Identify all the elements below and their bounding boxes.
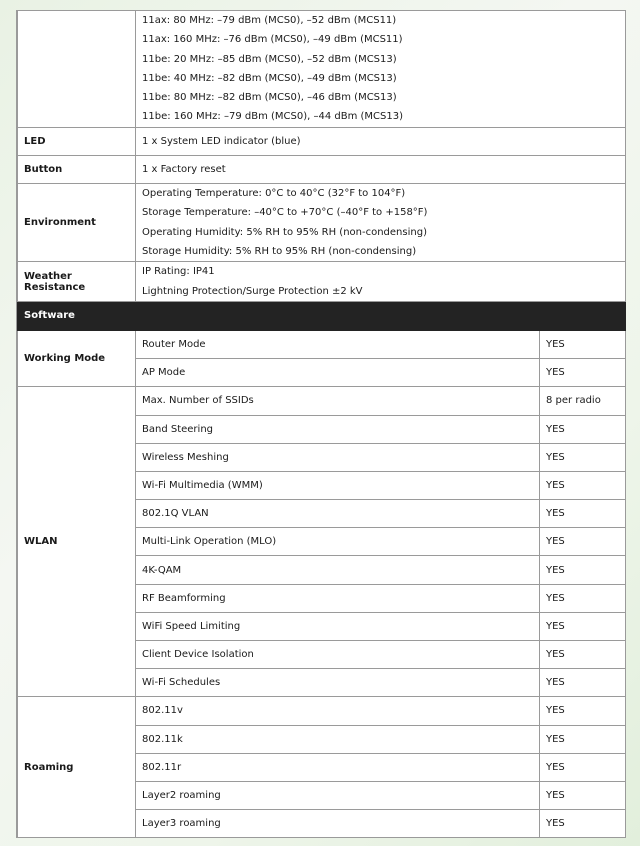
- row-label-button: Button: [18, 155, 136, 183]
- list-item: 11ax: 80 MHz: –79 dBm (MCS0), –52 dBm (MCS11): [142, 15, 397, 26]
- feature-cell: Band Steering: [136, 415, 540, 443]
- value-cell: YES: [540, 359, 626, 387]
- list-item: 11be: 80 MHz: –82 dBm (MCS0), –46 dBm (MCS13): [142, 92, 397, 104]
- value-cell: YES: [540, 528, 626, 556]
- table-row-button: [18, 155, 626, 183]
- feature-cell: AP Mode: [136, 359, 540, 387]
- sensitivity-list: [136, 11, 625, 127]
- value-cell: YES: [540, 810, 626, 838]
- feature-cell: Wi-Fi Multimedia (WMM): [136, 471, 540, 499]
- value-cell: YES: [540, 415, 626, 443]
- value-cell: YES: [540, 500, 626, 528]
- table-row: [18, 330, 626, 358]
- table-row: [18, 387, 626, 415]
- list-item: IP Rating: IP41: [142, 266, 215, 278]
- group-label-working-mode: Working Mode: [18, 330, 136, 386]
- section-title: Software: [18, 301, 136, 330]
- feature-cell: WiFi Speed Limiting: [136, 612, 540, 640]
- row-value-button: 1 x Factory reset: [136, 155, 626, 183]
- feature-cell: 802.11k: [136, 725, 540, 753]
- row-label-weather: Weather Resistance: [18, 262, 136, 302]
- list-item: Operating Temperature: 0°C to 40°C (32°F to 104°F): [142, 188, 406, 200]
- row-label-led: LED: [18, 127, 136, 155]
- list-item: 11ax: 160 MHz: –76 dBm (MCS0), –49 dBm (MCS11): [142, 34, 403, 46]
- value-cell: YES: [540, 330, 626, 358]
- feature-cell: Multi-Link Operation (MLO): [136, 528, 540, 556]
- list-item: 11be: 20 MHz: –85 dBm (MCS0), –52 dBm (MCS13): [142, 53, 397, 65]
- table-row-weather: [18, 262, 626, 302]
- table-row-led: [18, 127, 626, 155]
- value-cell: YES: [540, 753, 626, 781]
- environment-list: [136, 184, 625, 261]
- table-row: [18, 697, 626, 725]
- list-item: Storage Temperature: –40°C to +70°C (–40°F to +158°F): [142, 207, 428, 219]
- feature-cell: Router Mode: [136, 330, 540, 358]
- feature-cell: 802.1Q VLAN: [136, 500, 540, 528]
- table-row-sensitivity: [18, 11, 626, 128]
- value-cell: YES: [540, 725, 626, 753]
- section-header-software: [18, 301, 626, 330]
- value-cell: YES: [540, 697, 626, 725]
- value-cell: YES: [540, 641, 626, 669]
- list-item: Operating Humidity: 5% RH to 95% RH (non-condensing): [142, 226, 427, 238]
- table-row-environment: [18, 184, 626, 262]
- feature-cell: Client Device Isolation: [136, 641, 540, 669]
- group-label-roaming: Roaming: [18, 697, 136, 838]
- list-item: 11be: 160 MHz: –79 dBm (MCS0), –44 dBm (MCS13): [142, 111, 404, 123]
- row-value-led: 1 x System LED indicator (blue): [136, 127, 626, 155]
- row-label-empty: [18, 11, 136, 128]
- feature-cell: Layer2 roaming: [136, 781, 540, 809]
- feature-cell: RF Beamforming: [136, 584, 540, 612]
- value-cell: YES: [540, 443, 626, 471]
- value-cell: YES: [540, 669, 626, 697]
- feature-cell: Wi-Fi Schedules: [136, 669, 540, 697]
- list-item: Storage Humidity: 5% RH to 95% RH (non-condensing): [142, 246, 417, 258]
- value-cell: YES: [540, 781, 626, 809]
- value-cell: YES: [540, 612, 626, 640]
- weather-list: [136, 262, 625, 301]
- value-cell: YES: [540, 471, 626, 499]
- feature-cell: Layer3 roaming: [136, 810, 540, 838]
- value-cell: YES: [540, 556, 626, 584]
- spec-sheet: [16, 10, 626, 838]
- spec-table: [17, 10, 626, 838]
- list-item: 11be: 40 MHz: –82 dBm (MCS0), –49 dBm (MCS13): [142, 72, 397, 84]
- feature-cell: Wireless Meshing: [136, 443, 540, 471]
- feature-cell: Max. Number of SSIDs: [136, 387, 540, 415]
- feature-cell: 802.11r: [136, 753, 540, 781]
- value-cell: YES: [540, 584, 626, 612]
- group-label-wlan: WLAN: [18, 387, 136, 697]
- value-cell: 8 per radio: [540, 387, 626, 415]
- list-item: Lightning Protection/Surge Protection ±2 kV: [142, 285, 363, 297]
- feature-cell: 4K-QAM: [136, 556, 540, 584]
- row-label-environment: Environment: [18, 184, 136, 262]
- feature-cell: 802.11v: [136, 697, 540, 725]
